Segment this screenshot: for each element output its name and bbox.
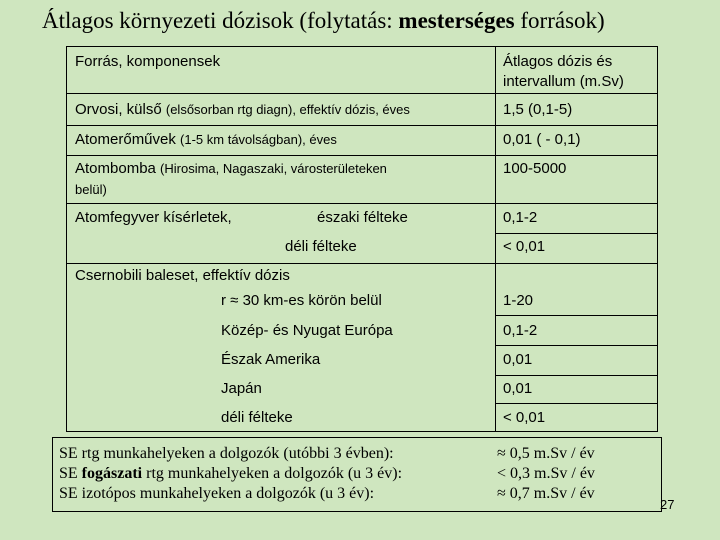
footer-line-xray: SE rtg munkahelyeken a dolgozók (utóbbi 3 évben): <box>59 445 394 462</box>
row-weapon-tests-south: déli félteke <box>285 238 357 255</box>
row-chernobyl-japan-value: 0,01 <box>503 380 533 397</box>
title-part-3: források) <box>520 8 605 33</box>
row-chernobyl-north-america: Észak Amerika <box>221 351 321 368</box>
title-part-2-bold: mesterséges <box>398 8 515 33</box>
footer-line-isotope: SE izotópos munkahelyeken a dolgozók (u 3 év): <box>59 485 375 502</box>
header-dose-line2: intervallum (m.Sv) <box>503 73 624 90</box>
row-chernobyl-japan: Japán <box>221 380 262 397</box>
header-dose-line1: Átlagos dózis és <box>503 53 613 70</box>
page-title <box>42 8 682 34</box>
column-divider <box>495 47 496 431</box>
row-divider <box>495 403 657 404</box>
row-chernobyl-north-america-value: 0,01 <box>503 351 533 368</box>
row-divider <box>67 155 657 156</box>
row-weapon-tests-north: északi félteke <box>317 209 408 226</box>
row-atom-bomb-label-cont: belül) <box>75 182 107 197</box>
row-chernobyl-30km-value: 1-20 <box>503 292 534 309</box>
row-weapon-tests-north-value: 0,1-2 <box>503 209 538 226</box>
occupational-dose-box <box>52 437 662 512</box>
footer-value-xray: ≈ 0,5 m.Sv / év <box>497 445 595 462</box>
row-chernobyl-south-value: < 0,01 <box>503 409 546 426</box>
row-chernobyl-europe: Közép- és Nyugat Európa <box>221 322 393 339</box>
row-chernobyl-europe-value: 0,1-2 <box>503 322 538 339</box>
footer-value-isotope: ≈ 0,7 m.Sv / év <box>497 485 595 502</box>
row-atom-bomb-label: Atombomba (Hirosima, Nagaszaki, városterületeken <box>75 160 387 177</box>
row-divider <box>495 315 657 316</box>
page-number: 27 <box>660 497 675 512</box>
row-divider <box>67 93 657 94</box>
row-divider <box>495 375 657 376</box>
row-divider <box>67 203 657 204</box>
row-chernobyl-label: Csernobili baleset, effektív dózis <box>75 267 290 284</box>
row-nuclear-plants-value: 0,01 ( - 0,1) <box>503 131 581 148</box>
header-source: Forrás, komponensek <box>75 53 221 70</box>
row-chernobyl-30km: r ≈ 30 km-es körön belül <box>221 292 382 309</box>
row-divider <box>67 125 657 126</box>
row-chernobyl-south: déli félteke <box>221 409 293 426</box>
row-nuclear-plants-label: Atomerőművek (1-5 km távolságban), éves <box>75 131 337 148</box>
row-divider <box>495 345 657 346</box>
footer-value-dental: < 0,3 m.Sv / év <box>497 465 595 482</box>
row-divider <box>495 233 657 234</box>
row-medical-label: Orvosi, külső (elsősorban rtg diagn), effektív dózis, éves <box>75 101 410 118</box>
title-part-1: Átlagos környezeti dózisok (folytatás: <box>42 8 393 33</box>
row-atom-bomb-value: 100-5000 <box>503 160 567 177</box>
footer-line-dental: SE fogászati rtg munkahelyeken a dolgozók (u 3 év): <box>59 465 403 482</box>
row-medical-value: 1,5 (0,1-5) <box>503 101 573 118</box>
row-weapon-tests-label: Atomfegyver kísérletek, <box>75 209 232 226</box>
row-weapon-tests-south-value: < 0,01 <box>503 238 546 255</box>
row-divider <box>67 263 657 264</box>
dose-table <box>66 46 658 432</box>
